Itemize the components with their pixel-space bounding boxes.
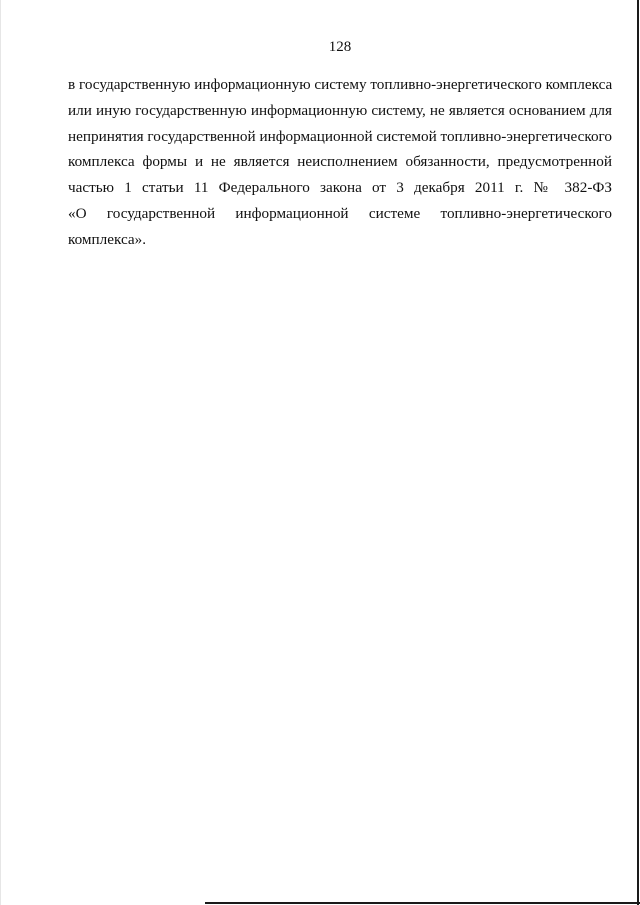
- paragraph-line: или иную государственную информационную систему, не является основанием для: [68, 101, 612, 119]
- body-paragraph: [68, 72, 612, 253]
- paragraph-line: комплекса».: [68, 230, 147, 248]
- paragraph-line: частью 1 статьи 11 Федерального закона от 3 декабря 2011 г. № 382-ФЗ: [68, 179, 612, 197]
- scan-edge-bottom: [205, 902, 640, 904]
- paragraph-line: непринятия государственной информационной системой топливно-энергетического: [68, 127, 612, 145]
- paragraph-line: комплекса формы и не является неисполнением обязанности, предусмотренной: [68, 153, 612, 171]
- paragraph-line: «О государственной информационной системе топливно-энергетического: [68, 204, 612, 222]
- page-number: 128: [328, 39, 352, 55]
- paragraph-line: в государственную информационную систему топливно-энергетического комплекса: [68, 76, 613, 93]
- scan-edge-left: [0, 0, 1, 905]
- scan-edge-right: [637, 0, 639, 905]
